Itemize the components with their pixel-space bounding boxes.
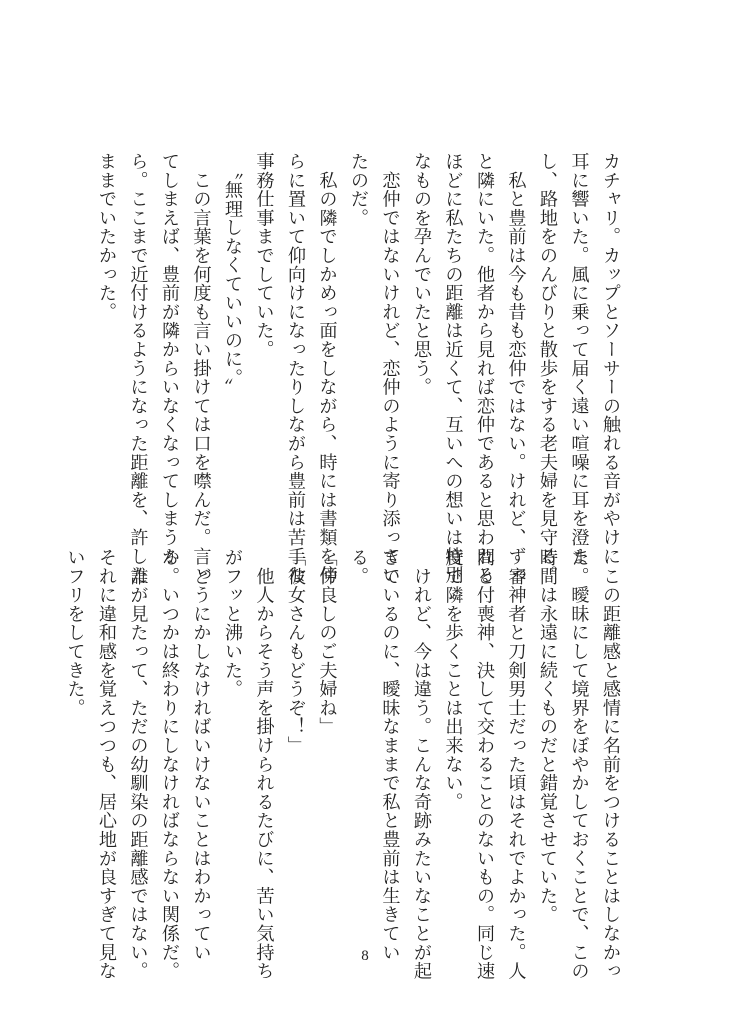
text-line: それに違和感を覚えつつも、居心地が良すぎて見な [96, 548, 117, 981]
text-line: らに置いて仰向けになったりしながら豊前は苦手な [285, 152, 306, 585]
text-line: 私と豊前は今も昔も恋仲ではない。けれど、ずっ [505, 152, 527, 585]
text-line: る。 [348, 548, 369, 586]
text-block-bottom [59, 548, 626, 981]
text-line: 〝無理しなくていいのに。〟 [222, 152, 243, 397]
text-line: 私の隣でしかめっ面をしながら、時には書類を傍 [316, 152, 338, 585]
text-line: 耳に響いた。風に乗って届く遠い喧噪に耳を澄ま [568, 152, 590, 566]
text-line: る。いつかは終わりにしなければならない関係だ。 [159, 548, 180, 981]
text-line: た。曖昧にして境界をぼやかしておくことで、この [568, 548, 590, 981]
page-number: 8 [361, 948, 369, 964]
text-line: どうにかしなければいけないことはわかってい [190, 548, 212, 962]
text-line: いフリをしてきた。 [64, 548, 86, 718]
text-line: がフッと沸いた。 [222, 548, 243, 699]
text-line: この距離感と感情に名前をつけることはしなかっ [600, 548, 621, 981]
text-line: 恋仲ではないけれど、恋仲のように寄り添ってい [379, 152, 401, 585]
text-line: ままでいたかった。 [96, 152, 117, 322]
text-block-top [91, 152, 627, 585]
text-line: たのだ。 [348, 152, 369, 228]
text-line: てしまえば、豊前が隣からいなくなってしまうか [159, 152, 180, 566]
text-line: と隣にいた。他者から見れば恋仲であると思われる [474, 152, 495, 585]
text-line: 度で隣を歩くことは出来ない。 [442, 548, 464, 812]
text-line: ら。ここまで近付けるようになった距離を、許した [127, 152, 149, 585]
text-line: 「彼女さんもどうぞ！」 [285, 548, 306, 755]
text-line: し、路地をのんびりと散歩をする老夫婦を見守る。 [537, 152, 558, 585]
text-line: ほどに私たちの距離は近くて、互いへの想いは特別 [442, 152, 464, 585]
text-line: この言葉を何度も言い掛けては口を噤んだ。言っ [190, 152, 212, 585]
text-line: 誰が見たって、ただの幼馴染の距離感ではない。 [127, 548, 149, 981]
text-line: なものを孕んでいたと思う。 [411, 152, 432, 397]
text-line: 審神者と刀剣男士だった頃はそれでよかった。人 [505, 548, 527, 981]
text-line: きているのに、曖昧なままで私と豊前は生きてい [379, 548, 401, 962]
text-line: 時間は永遠に続くものだと錯覚させていた。 [537, 548, 558, 924]
text-line: けれど、今は違う。こんな奇跡みたいなことが起 [411, 548, 432, 981]
text-line: カチャリ。カップとソーサーの触れる音がやけに [600, 152, 621, 566]
text-line: 「仲良しのご夫婦ね」 [316, 548, 338, 736]
text-line: 間と付喪神、決して交わることのないもの。同じ速 [474, 548, 495, 981]
text-line: 他人からそう声を掛けられるたびに、苦い気持ち [253, 548, 275, 981]
text-line: 事務仕事までしていた。 [253, 152, 275, 359]
